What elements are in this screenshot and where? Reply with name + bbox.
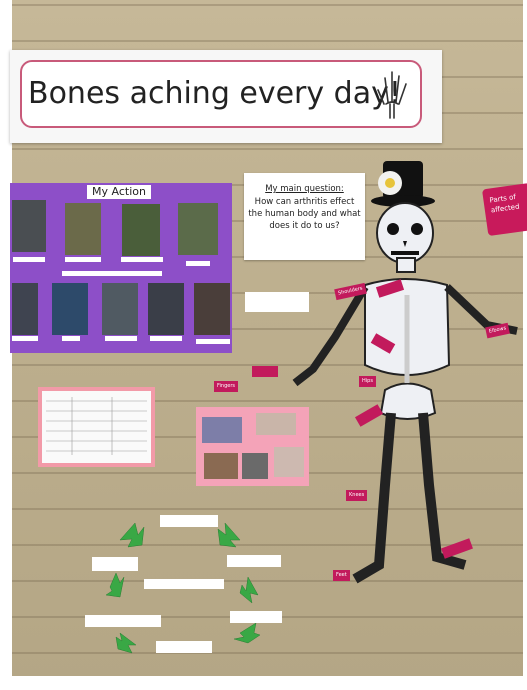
question-text: How can arthritis effect the human body and what does it do to us? [248,197,361,231]
table-sheet [42,391,151,463]
photo [178,203,218,255]
caption [65,257,101,262]
banner-frame [20,60,422,128]
arrow-icon [106,573,124,597]
photo [12,283,38,335]
poster-title: My Action [87,185,151,199]
arrow-icon [234,623,260,643]
tag-feet: Feet [333,570,350,581]
banner-title: Bones aching every day! [28,76,401,111]
caption [150,336,182,341]
tag-hips: Hips [359,376,376,387]
caption [105,336,137,341]
title-banner [10,50,442,143]
arrow-icon [116,633,136,653]
photo [65,203,101,255]
arrow-icon [120,523,144,547]
photo-border-bottom [0,676,527,690]
caption [13,257,45,262]
caption [121,257,163,262]
tag-elbows: Elbows [485,323,510,339]
my-action-poster [10,183,232,353]
caption [62,271,162,276]
tag-shoulders: Shoulders [334,283,366,300]
photo [52,283,88,335]
photo [148,283,184,335]
parts-affected-card: Parts of affected [482,183,527,236]
photo [12,200,46,252]
question-heading: My main question: [265,184,344,194]
table-sheet-mount [38,387,155,467]
caption [12,336,38,341]
caption [186,261,210,266]
table-lines [42,391,151,463]
photo [122,204,160,256]
tag-knees: Knees [346,490,367,501]
caption [62,336,80,341]
photo [102,283,138,335]
tag-fingers: Fingers [214,381,238,392]
tag [252,366,278,377]
hand-bones-icon [372,68,412,120]
